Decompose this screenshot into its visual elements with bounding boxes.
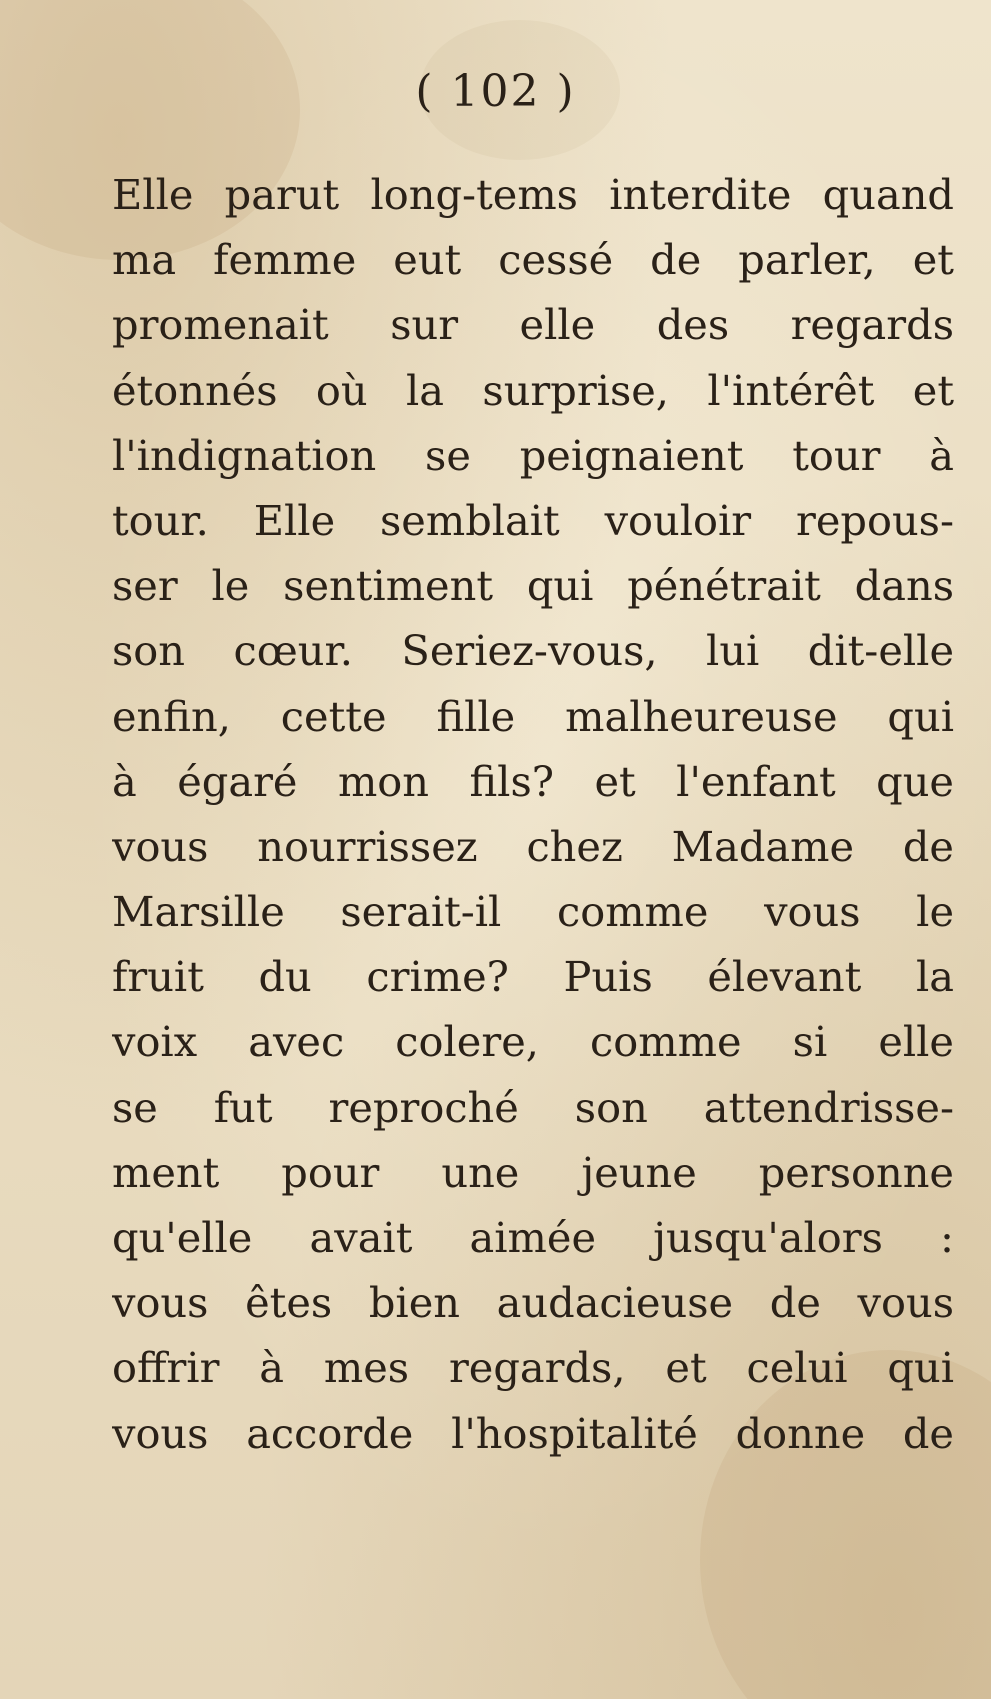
text-line: l'indignation se peignaient tour à [112,430,954,480]
text-line: se fut reproché son attendrisse- [112,1082,954,1132]
text-line: Elle parut long-tems interdite quand [112,170,954,219]
text-line: tour. Elle semblait vouloir repous- [112,495,954,545]
text-line: fruit du crime? Puis élevant la [112,952,954,1002]
text-line: enfin, cette fille malheureuse qui [112,691,954,741]
text-line: qu'elle avait aimée jusqu'alors : [112,1213,954,1262]
text-line: vous nourrissez chez Madame de [112,821,954,871]
text-line: ment pour une jeune personne [112,1147,954,1197]
text-line: voix avec colere, comme si elle [112,1017,954,1067]
text-line: ser le sentiment qui pénétrait dans [112,561,954,611]
page-number: ( 102 ) [415,66,576,117]
text-line: Marsille serait-il comme vous le [112,887,954,937]
text-line: à égaré mon fils? et l'enfant que [112,756,954,806]
body-text [112,162,954,1466]
text-line: étonnés où la surprise, l'intérêt et [112,365,954,415]
text-line: ma femme eut cessé de parler, et [112,235,954,285]
text-line: vous êtes bien audacieuse de vous [112,1278,954,1328]
text-line: vous accorde l'hospitalité donne de [112,1408,954,1458]
text-line: promenait sur elle des regards [112,300,954,350]
text-line: son cœur. Seriez-vous, lui dit-elle [112,626,954,676]
text-line: offrir à mes regards, et celui qui [112,1343,954,1393]
